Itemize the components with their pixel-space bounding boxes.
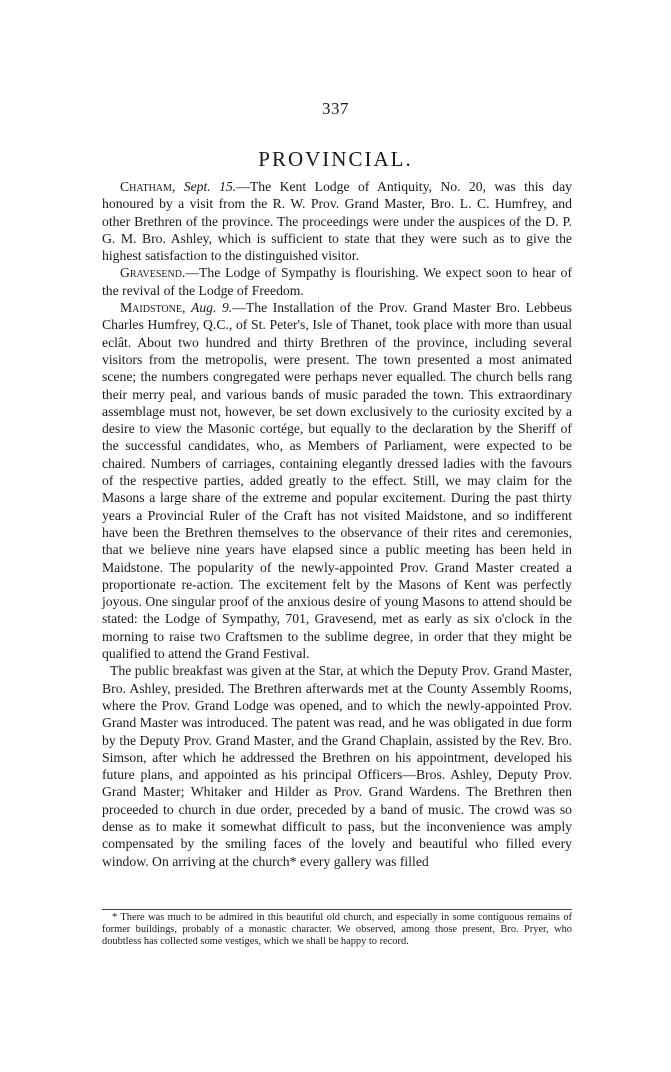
paragraph-text: —The Lodge of Sympathy is flourishing. We expect soon to hear of the revival of the Lodge of Freedom. (102, 265, 572, 298)
section-title: PROVINCIAL. (258, 147, 413, 171)
paragraph-text: —The Installation of the Prov. Grand Master Bro. Lebbeus Charles Humfrey, Q.C., of St. Peter's, Isle of Thanet, took place with more than usual eclât. About two hundred and thirty Brethren of the province, including several visitors from the metropolis, were present. The town presented a most animated scene; the numbers congregated were perhaps never equalled. The church bells rang their merry peal, and various bands of music paraded the town. This extraordinary assemblage must not, however, be set down exclusively to the curiosity excited by a desire to view the Masonic cortége, but equally to the declaration by the Sheriff of the successful candidates, who, as Members of Parliament, were expected to be chaired. Numbers of carriages, containing elegantly dressed ladies with the favours of the respective parties, added greatly to the effect. Still, we may claim for the Masons a large share of the extreme and popular excitement. During the past thirty years a Provincial Ruler of the Craft has not visited Maidstone, and so indifferent have been the Brethren themselves to the observance of their rites and ceremonies, that we believe nine years have elapsed since a public meeting has been held in Maidstone. The popularity of the newly-appointed Prov. Grand Master created a proportionate re-action. The excitement felt by the Masons of Kent was perfectly joyous. One singular proof of the anxious desire of young Masons to attend should be stated: the Lodge of Sympathy, 701, Gravesend, met as early as six o'clock in the morning to raise two Craftsmen to the sublime degree, in order that they might be qualified to attend the Grand Festival. (102, 300, 572, 662)
place-name: Maidstone, (120, 300, 186, 316)
date: Sept. 15. (183, 179, 237, 194)
paragraph-text: The public breakfast was given at the Star, at which the Deputy Prov. Grand Master, Bro. Ashley, presided. The Brethren afterwards met at the County Assembly Rooms, where the Prov. Grand Lodge was opened, and to which the newly-appointed Prov. Grand Master was introduced. The patent was read, and he was obligated in due form by the Deputy Prov. Grand Master, and the Grand Chaplain, assisted by the Rev. Bro. Simson, after which he addressed the Brethren on his appointment, developed his future plans, and appointed as his principal Officers—Bros. Ashley, Deputy Prov. Grand Master; Whitaker and Hilder as Prov. Grand Wardens. The Brethren then proceeded to church in due order, preceded by a band of music. The crowd was so dense as to make it somewhat difficult to pass, but the inconvenience was amply compensated by the smiling faces of the lovely and beautiful who filled every window. On arriving at the church* every gallery was filled (102, 663, 572, 869)
article-body (102, 178, 572, 870)
paragraph-gravesend (102, 264, 572, 299)
place-name: Chatham, (120, 179, 176, 194)
footnote-divider (102, 909, 572, 910)
date: Aug. 9. (190, 300, 233, 316)
place-name: Gravesend. (120, 265, 186, 281)
paragraph-chatham (102, 178, 572, 264)
paragraph-maidstone (102, 299, 572, 662)
paragraph-breakfast (102, 662, 572, 870)
page-number: 337 (322, 99, 349, 118)
paragraph-text: —The Kent Lodge of Antiquity, No. 20, was this day honoured by a visit from the R. W. Prov. Grand Master, Bro. L. C. Humfrey, and other Brethren of the province. The proceedings were under the auspices of the D. P. G. M. Bro. Ashley, which is sufficient to state that they were such as to give the highest satisfaction to the distinguished visitor. (102, 179, 572, 264)
footnote: * There was much to be admired in this beautiful old church, and especially in some contiguous remains of former buildings, probably of a monastic character. We observed, among those present, Bro. Pryer, who doubtless has collected some vestiges, which we shall be happy to record. (102, 912, 572, 947)
